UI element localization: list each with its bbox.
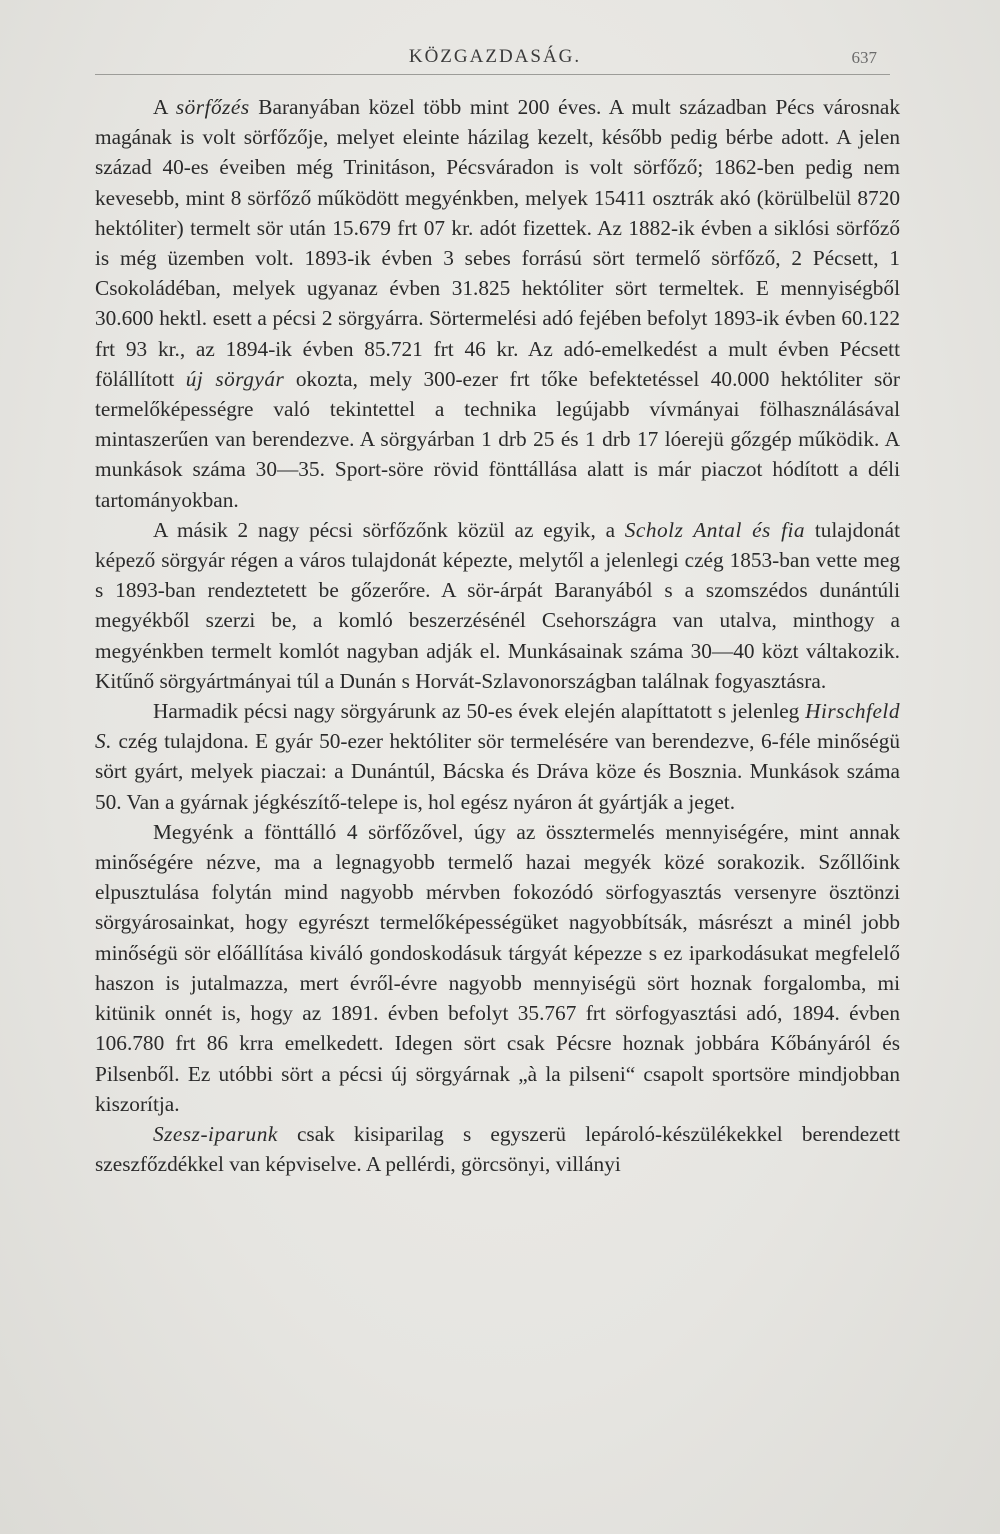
body-text [95,92,900,1179]
text-run: A másik 2 nagy pécsi sörfőzőnk közül az egyik, a [153,517,625,542]
paragraph [95,1119,900,1179]
text-run: czég tulajdona. E gyár 50-ezer hektóliter sör termelésére van berendezve, 6-féle minőségü sört gyárt, melyek piaczai: a Dunántúl, Bácska és Dráva köze és Bosznia. Munkások száma 50. Van a gyárnak jégkészítő-telepe is, hol egész nyáron át gyártják a jeget. [95,729,900,814]
page-number: 637 [851,48,877,67]
page-header [95,44,895,74]
italic-term: sörfőzés [175,95,250,119]
text-run: tulajdonát képező sörgyár régen a város tulajdonát képezte, melytől a jelenlegi czég 1853-ban vette meg s 1893-ban rendeztetett be gőzerőre. A sör-árpát Baranyából s a szomszédos dunántúli megyékből szerzi be, a komló beszerzésénél Csehországra van utalva, minthogy a megyénkben termelt komlót nagyban adják el. Munkásainak száma 30—40 közt váltakozik. Kitűnő sörgyártmányai túl a Dunán s Horvát-Szlavonországban találnak fogyasztásra. [95,517,900,693]
italic-term: Scholz Antal és fia [624,517,806,542]
text-run: Megyénk a fönttálló 4 sörfőzővel, úgy az össztermelés mennyiségére, mint annak minőségére nézve, ma a legnagyobb termelő hazai megyék közé sorakozik. Szőllőink elpusztulása folytán mind nagyobb mérvben fokozódó sörfogyasztás versenyre ösztönzi sörgyárosainkat, hogy egyrészt termelőképességüket nagyobbítsák, másrészt a minél jobb minőségü sör előállítása kiváló gondoskodásuk tárgyát képezze s ez iparkodásukat megfelelő haszon is jutalmazza, mert évről-évre nagyobb mennyiségü sört hoznak forgalomba, mi kitünik onnét is, hogy az 1891. évben befolyt 35.767 frt sörfogyasztási adó, 1894. évben 106.780 frt 86 krra emelkedett. Idegen sört csak Pécsre hoznak jobbára Kőbányáról és Pilsenből. Ez utóbbi sört a pécsi új sörgyárnak „à la pilseni“ csapolt sportsöre mindjobban kiszorítja. [95,819,900,1116]
paragraph [95,696,900,817]
text-run: csak kisiparilag s egyszerü lepároló-készülékekkel berendezett szeszfőzdékkel van képviselve. A pellérdi, görcsönyi, villányi [95,1121,900,1177]
paragraph [95,515,900,696]
paragraph [95,92,900,515]
italic-term: Hirschfeld S. [95,699,900,754]
header-rule [95,74,890,75]
text-run: A [153,95,176,119]
text-run: okozta, mely 300-ezer frt tőke befektetéssel 40.000 hektóliter sör termelőképességre való tekintettel a technika legújabb vívmányai fölhasználásával mintaszerűen van berendezve. A sörgyárban 1 drb 25 és 1 drb 17 lóerejü gőzgép működik. A munkások száma 30—35. Sport-söre rövid fönttállása alatt is már piaczot hódított a déli tartományokban. [95,366,900,512]
italic-term: Szesz-iparunk [153,1121,278,1146]
italic-term: új sörgyár [185,366,285,391]
running-title: KÖZGAZDASÁG. [408,46,582,67]
text-run: Harmadik pécsi nagy sörgyárunk az 50-es évek elején alapíttatott s jelenleg [153,699,806,724]
paragraph [95,817,900,1119]
text-run: Baranyában közel több mint 200 éves. A mult században Pécs városnak magának is volt sörfőzője, melyet eleinte házilag kezelt, később pedig bérbe adott. A jelen század 40-es éveiben még Trinitáson, Pécsváradon is volt sörfőző; 1862-ben pedig nem kevesebb, mint 8 sörfőző működött megyénkben, melyek 15411 osztrák akó (körülbelül 8720 hektóliter) termelt sör után 15.679 frt 07 kr. adót fizettek. Az 1882-ik évben a siklósi sörfőző is még üzemben volt. 1893-ik évben 3 sebes forrású sört termelő sörfőző, 2 Pécsett, 1 Csokoládéban, melyek ugyanaz évben 31.825 hektóliter sört termeltek. E mennyiségből 30.600 hektl. esett a pécsi 2 sörgyárra. Sörtermelési adó fejében befolyt 1893-ik évben 60.122 frt 93 kr., az 1894-ik évben 85.721 frt 46 kr. Az adó-emelkedést a mult évben Pécsett fölállított [95,95,900,391]
